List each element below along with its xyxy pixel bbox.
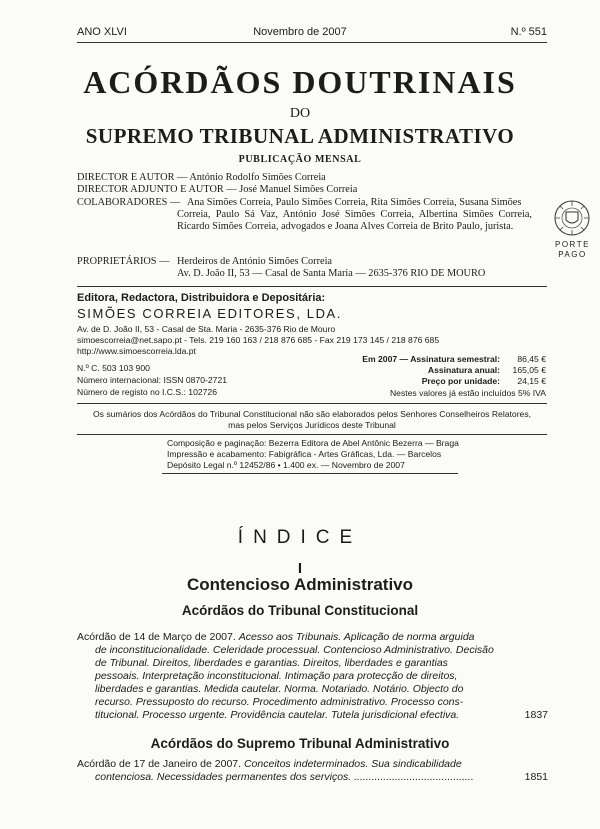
collaborators-first-line: Ana Simões Correia, Paulo Simões Correia, Rita Simões Correia, Susana Simões: [187, 197, 522, 208]
collaborators-label: COLABORADORES —: [77, 197, 181, 208]
publisher-name: SIMÕES CORREIA EDITORES, LDA.: [77, 306, 343, 321]
stamp-pago: PAGO: [558, 250, 587, 259]
subsection-constitutional-court: Acórdãos do Tribunal Constitucional: [181, 603, 419, 618]
masthead-connector: DO: [289, 106, 311, 121]
issn-number: Número internacional: ISSN 0870-2721: [77, 375, 228, 385]
legal-deposit-line: Depósito Legal n.º 12452/86 • 1.400 ex. — Novembro de 2007: [167, 460, 405, 470]
entry-1-first-line[interactable]: [77, 631, 475, 644]
entry-1-line-2: de inconstitucionalidade. Celeridade processual. Contencioso Administrativo. Decisão: [95, 644, 494, 656]
director-line: DIRECTOR E AUTOR — António Rodolfo Simões Correia: [77, 172, 326, 183]
entry-1-line-5: liberdades e garantias. Medida cautelar. Norma. Notariado. Notário. Objecto do: [95, 683, 464, 695]
notice-rule-top: [77, 403, 547, 404]
notice-rule-bottom: [77, 434, 547, 435]
composition-rule: [162, 473, 458, 474]
notice-line-1: Os sumários dos Acórdãos do Tribunal Constitucional não são elaborados pelos Senhores Conselheiros Relatores,: [92, 409, 532, 419]
fiscal-number: N.º C. 503 103 900: [77, 363, 150, 373]
entry-1-page[interactable]: 1837: [524, 709, 548, 721]
issue-number: N.º 551: [510, 26, 547, 38]
issue-date: Novembro de 2007: [253, 26, 347, 38]
notice-line-2: mas pelos Serviços Jurídicos deste Tribunal: [228, 420, 396, 430]
masthead-subtitle: SUPREMO TRIBUNAL ADMINISTRATIVO: [85, 124, 515, 148]
unit-price: 24,15 €: [517, 376, 546, 386]
entry-2-topics-start: Conceitos indeterminados. Sua sindicabilidade: [243, 758, 462, 770]
entry-2-first-line[interactable]: [77, 758, 462, 771]
semestral-subscription-price: 86,45 €: [517, 354, 546, 364]
stamp-porte: PORTE: [555, 240, 590, 249]
vat-note: Nestes valores já estão incluídos 5% IVA: [389, 388, 546, 398]
volume-label: ANO XLVI: [77, 26, 127, 38]
owners-label: PROPRIETÁRIOS —: [77, 256, 170, 267]
semestral-subscription-label: Em 2007 — Assinatura semestral:: [362, 354, 500, 364]
annual-subscription-price: 165,05 €: [512, 365, 546, 375]
masthead-title: ACÓRDÃOS DOUTRINAIS: [83, 64, 517, 100]
entry-1-date: Acórdão de 14 de Março de 2007.: [77, 631, 236, 643]
printing-line: Impressão e acabamento: Fabigráfica - Artes Gráficas, Lda. — Barcelos: [167, 449, 442, 459]
entry-1-line-6: recurso. Pressuposto do recurso. Procedimento administrativo. Processo cons-: [95, 696, 464, 708]
entry-1-line-4: pessoais. Interpretação inconstitucional. Intimação para protecção de direitos,: [95, 670, 458, 682]
subsection-supreme-administrative-court: Acórdãos do Supremo Tribunal Administrativo: [150, 736, 450, 751]
index-section-title: Contencioso Administrativo: [186, 575, 414, 594]
owners-name: Herdeiros de António Simões Correia: [177, 256, 332, 267]
entry-1-topics-start: Acesso aos Tribunais. Aplicação de norma arguida: [238, 631, 475, 643]
owners-address: Av. D. João II, 53 — Casal de Santa Maria — 2635-376 RIO DE MOURO: [177, 268, 486, 279]
publisher-address: Av. de D. João II, 53 - Casal de Sta. Maria - 2635-376 Rio de Mouro: [77, 324, 336, 334]
coat-of-arms-icon: [552, 198, 592, 238]
header-rule: [77, 42, 547, 43]
composition-line: Composição e paginação: Bezerra Editora de Abel Antônic Bezerra — Braga: [167, 438, 459, 448]
entry-2-line-2: contenciosa. Necessidades permanentes dos serviços. .........................................: [95, 771, 474, 783]
index-part-number: I: [297, 560, 303, 577]
index-title: ÍNDICE: [237, 527, 363, 548]
entry-2-page[interactable]: 1851: [524, 771, 548, 783]
collaborators-rest: Correia, Paulo Sá Vaz, António José Simões Correia, Albertina Simões Correia, Ricardo Simões Correia, advogados e Joana Alves Correia de Brito Paulo, jurista.: [177, 209, 532, 233]
publisher-contacts: simoescorreia@net.sapo.pt - Tels. 219 160 163 / 218 876 685 - Fax 219 173 145 / 218 876 685: [77, 335, 440, 345]
ics-registration: Número de registo no I.C.S.: 102726: [77, 387, 217, 397]
publication-frequency: PUBLICAÇÃO MENSAL: [238, 154, 362, 165]
entry-1-line-3: de Tribunal. Direitos, liberdades e garantias. Direitos, liberdades e garantias: [95, 657, 448, 669]
entry-1-line-7: titucional. Processo urgente. Providência cautelar. Tutela jurisdicional efectiva.: [95, 709, 460, 721]
publisher-heading: Editora, Redactora, Distribuidora e Depositária:: [77, 292, 326, 304]
publisher-website[interactable]: http://www.simoescorreia.lda.pt: [77, 346, 196, 356]
entry-2-date: Acórdão de 17 de Janeiro de 2007.: [77, 758, 242, 770]
section-rule: [77, 286, 547, 287]
postage-paid-stamp: [555, 240, 590, 260]
annual-subscription-label: Assinatura anual:: [427, 365, 500, 375]
unit-price-label: Preço por unidade:: [421, 376, 500, 386]
deputy-director-line: DIRECTOR ADJUNTO E AUTOR — José Manuel Simões Correia: [77, 184, 358, 195]
